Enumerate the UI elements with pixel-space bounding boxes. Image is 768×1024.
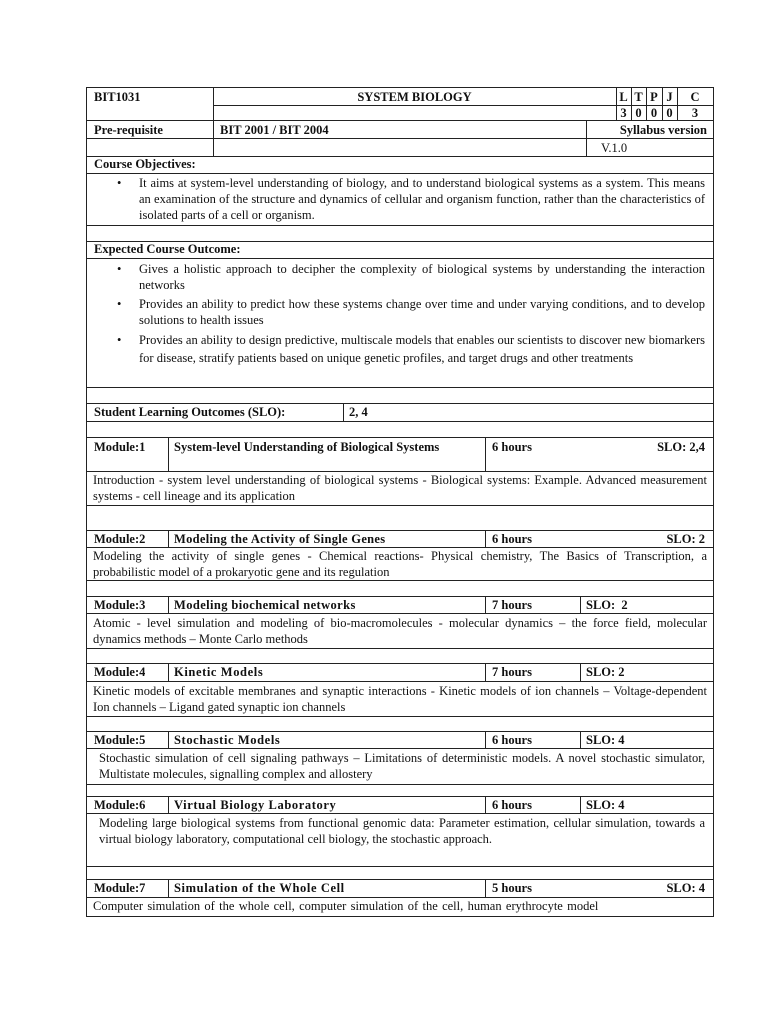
- slo-row: [86, 403, 714, 422]
- module-6-header: [86, 796, 714, 814]
- module-4-slo: SLO: 2: [586, 665, 625, 679]
- spacer-row: [86, 866, 714, 880]
- course-code: BIT1031: [94, 90, 141, 104]
- module-5-description: Stochastic simulation of cell signaling pathways – Limitations of deterministic models. A novel stochastic simulator, Multistate molecules, signalling complex and allostery: [99, 751, 705, 781]
- module-4-description: Kinetic models of excitable membranes and synaptic interactions - Kinetic models of ion channels – Voltage-dependent Ion channels – Ligand gated synaptic ion channels: [93, 684, 707, 714]
- module-1-content: [86, 471, 714, 506]
- module-6-description: Modeling large biological systems from functional genomic data: Parameter estimation, cellular simulation, towards a virtual biology laboratory, computational cell biology, the stochastic approach.: [99, 816, 705, 846]
- module-4-hours: 7 hours: [492, 665, 532, 679]
- module-3-label: Module:3: [94, 598, 146, 612]
- module-7-label: Module:7: [94, 881, 146, 895]
- module-6-label: Module:6: [94, 798, 146, 812]
- slo-label: Student Learning Outcomes (SLO):: [94, 405, 286, 419]
- ltpjc-header-p: P: [650, 90, 658, 104]
- ltpjc-header-j: J: [666, 90, 673, 104]
- module-5-title: Stochastic Models: [174, 733, 281, 747]
- module-3-hours: 7 hours: [492, 598, 532, 612]
- outcomes-heading: Expected Course Outcome:: [94, 242, 241, 256]
- spacer-row: [86, 648, 714, 664]
- module-5-content: [86, 748, 714, 785]
- module-6-hours: 6 hours: [492, 798, 532, 812]
- outcome-item: • Provides an ability to design predictive, multiscale models that enables our scientists to discover new biomarkers for disease, stratify patients based on unique genetic profiles, and target drugs and other treatments: [87, 331, 713, 367]
- module-3-slo: SLO: 2: [586, 598, 628, 612]
- module-5-header: [86, 731, 714, 749]
- ltpjc-value-t: 0: [635, 106, 642, 120]
- syllabus-version-label: Syllabus version: [619, 123, 707, 137]
- module-7-hours: 5 hours: [492, 881, 532, 895]
- objectives-heading-row: [86, 156, 714, 174]
- module-3-description: Atomic - level simulation and modeling of bio-macromolecules - molecular dynamics – the force field, molecular dynamics methods – Monte Carlo methods: [93, 616, 707, 646]
- ltpjc-value-l: 3: [620, 106, 627, 120]
- ltpjc-value-p: 0: [650, 106, 658, 120]
- spacer-row: [86, 580, 714, 597]
- module-6-slo: SLO: 4: [586, 798, 625, 812]
- module-3-header: [86, 596, 714, 614]
- module-3-title: Modeling biochemical networks: [174, 598, 356, 612]
- objectives-heading: Course Objectives:: [94, 157, 196, 171]
- module-1-hours: 6 hours: [492, 440, 532, 454]
- spacer-row: [86, 716, 714, 732]
- ltpjc-value-c: 3: [691, 106, 699, 120]
- module-1-title: System-level Understanding of Biological Systems: [174, 440, 440, 454]
- module-5-slo: SLO: 4: [586, 733, 625, 747]
- ltpjc-header-t: T: [634, 90, 643, 104]
- module-5-hours: 6 hours: [492, 733, 532, 747]
- module-5-label: Module:5: [94, 733, 146, 747]
- course-header-row: [86, 87, 714, 121]
- outcome-item: • Gives a holistic approach to decipher the complexity of biological systems by understanding the interaction networks: [87, 261, 713, 293]
- outcomes-list: [87, 258, 713, 367]
- module-7-description: Computer simulation of the whole cell, computer simulation of the cell, human erythrocyte model: [93, 899, 599, 913]
- module-2-content: [86, 547, 714, 581]
- module-7-content: [86, 897, 714, 917]
- outcomes-body: [86, 258, 714, 388]
- spacer-row: [86, 225, 714, 242]
- module-3-content: [86, 613, 714, 649]
- module-4-label: Module:4: [94, 665, 146, 679]
- module-7-header: [86, 879, 714, 898]
- prerequisite-row: [86, 120, 714, 157]
- module-2-label: Module:2: [94, 532, 146, 546]
- spacer-row: [86, 421, 714, 438]
- module-4-content: [86, 681, 714, 717]
- module-7-title: Simulation of the Whole Cell: [174, 881, 345, 895]
- module-6-content: [86, 813, 714, 867]
- module-1-description: Introduction - system level understanding of biological systems - Biological systems: Example. Advanced measurement systems - cell lineage and its application: [93, 473, 707, 503]
- module-4-title: Kinetic Models: [174, 665, 264, 679]
- objectives-body: [86, 173, 714, 226]
- outcome-item: • Provides an ability to predict how these systems change over time and under varying conditions, and to develop solutions to health issues: [87, 296, 713, 328]
- ltpjc-header-l: L: [619, 90, 628, 104]
- spacer-row: [86, 505, 714, 531]
- slo-value: 2, 4: [349, 405, 368, 419]
- module-2-slo: SLO: 2: [666, 532, 705, 546]
- ltpjc-value-j: 0: [666, 106, 673, 120]
- module-2-title: Modeling the Activity of Single Genes: [174, 532, 386, 546]
- module-2-header: [86, 530, 714, 548]
- module-1-label: Module:1: [94, 440, 146, 454]
- module-1-slo: SLO: 2,4: [657, 440, 705, 454]
- spacer-row: [86, 387, 714, 404]
- syllabus-version-value: V.1.0: [601, 141, 628, 155]
- objective-item: • It aims at system-level understanding of biology, and to understand biological systems as a system. This means an examination of the structure and dynamics of cellular and organism function, rather than the characteristics of isolated parts of a cell or organism.: [87, 175, 713, 223]
- module-4-header: [86, 663, 714, 682]
- objectives-list: [87, 173, 713, 223]
- outcomes-heading-row: [86, 241, 714, 259]
- ltpjc-header-c: C: [690, 90, 700, 104]
- prerequisite-label: Pre-requisite: [94, 123, 163, 137]
- module-7-slo: SLO: 4: [666, 881, 705, 895]
- module-1-header: [86, 437, 714, 472]
- module-6-title: Virtual Biology Laboratory: [174, 798, 337, 812]
- prerequisite-value: BIT 2001 / BIT 2004: [220, 123, 329, 137]
- course-title: SYSTEM BIOLOGY: [357, 90, 472, 104]
- module-2-description: Modeling the activity of single genes - Chemical reactions- Physical chemistry, The Basics of Transcription, a probabilistic model of a prokaryotic gene and its regulation: [93, 549, 707, 579]
- module-2-hours: 6 hours: [492, 532, 532, 546]
